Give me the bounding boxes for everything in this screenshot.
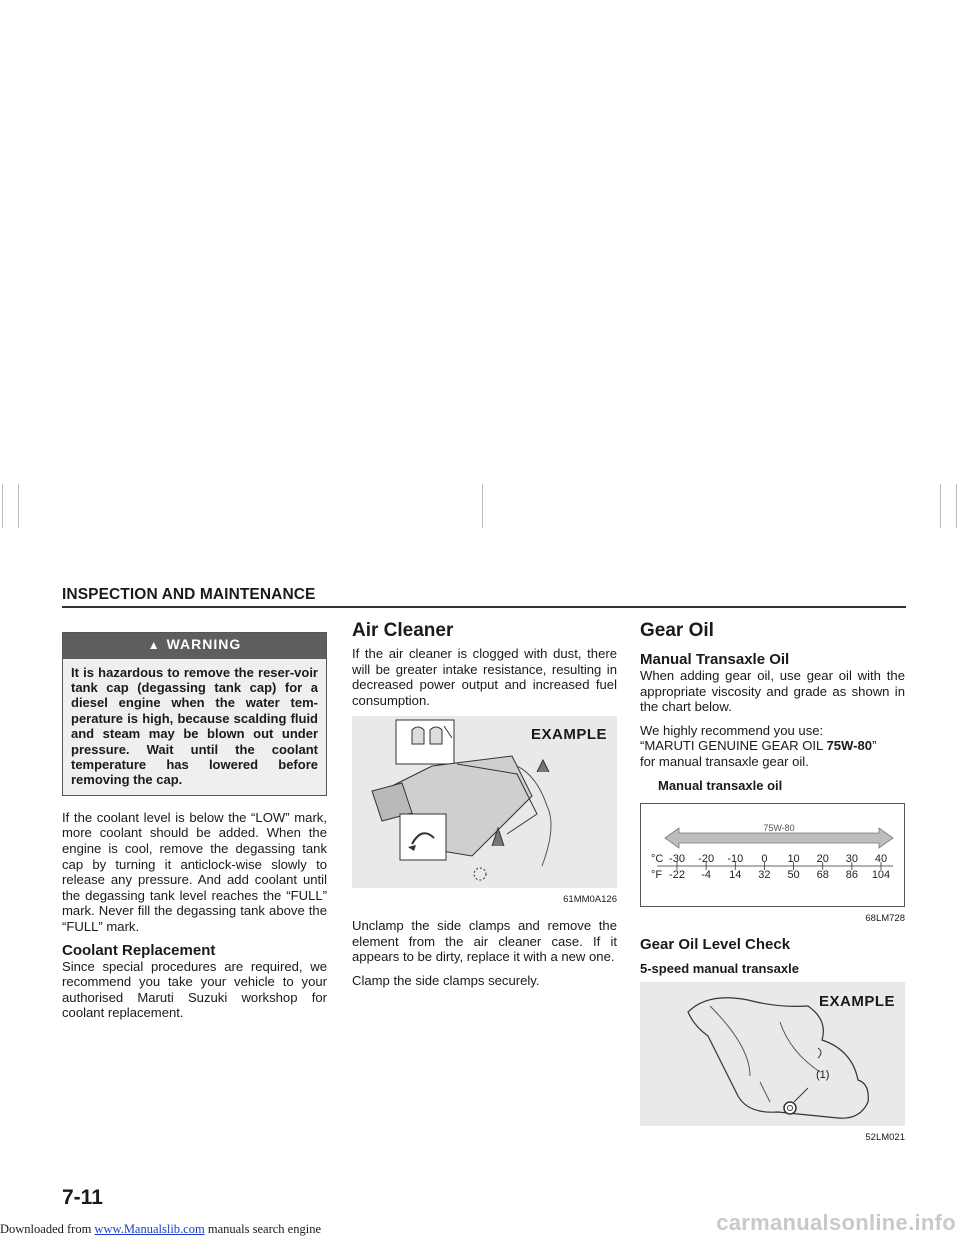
crop-mark bbox=[2, 484, 3, 528]
range-bar-label: 75W-80 bbox=[763, 823, 795, 834]
celsius-tick-label: 30 bbox=[845, 853, 858, 866]
header-rule bbox=[62, 606, 906, 608]
callout-1: (1) bbox=[816, 1069, 830, 1082]
warning-label: WARNING bbox=[166, 636, 242, 652]
celsius-tick-label: 10 bbox=[787, 853, 800, 866]
transaxle-figure-code: 52LM021 bbox=[865, 1132, 905, 1144]
air-cleaner-paragraph-3: Clamp the side clamps securely. bbox=[352, 972, 540, 988]
example-label-2: EXAMPLE bbox=[818, 993, 895, 1011]
celsius-tick-label: -10 bbox=[727, 853, 744, 866]
crop-mark bbox=[956, 484, 957, 528]
column-middle bbox=[352, 620, 617, 996]
five-speed-caption: 5-speed manual transaxle bbox=[640, 960, 799, 976]
celsius-tick-label: 40 bbox=[874, 853, 888, 866]
gear-oil-heading: Gear Oil bbox=[640, 620, 714, 641]
crop-mark bbox=[18, 484, 19, 528]
fahrenheit-tick-label: 14 bbox=[729, 869, 742, 882]
celsius-label: °C bbox=[651, 853, 664, 866]
recommend-paragraph bbox=[640, 723, 905, 770]
transaxle-figure bbox=[640, 982, 905, 1126]
example-label: EXAMPLE bbox=[530, 726, 607, 744]
warning-box bbox=[62, 632, 327, 796]
warning-header bbox=[63, 633, 326, 659]
manual-transaxle-text: When adding gear oil, use gear oil with the appropriate viscosity and grade as shown in the chart below. bbox=[640, 668, 905, 715]
manual-transaxle-oil-heading: Manual Transaxle Oil bbox=[640, 651, 790, 668]
celsius-tick-label: 20 bbox=[816, 853, 829, 866]
footer-prefix: Downloaded from bbox=[0, 1222, 95, 1236]
air-cleaner-illustration bbox=[352, 716, 617, 888]
gear-oil-level-heading: Gear Oil Level Check bbox=[640, 935, 791, 953]
coolant-replacement-heading: Coolant Replacement bbox=[62, 941, 216, 959]
recommend-line-3: for manual transaxle gear oil. bbox=[640, 753, 809, 769]
chart-caption: Manual transaxle oil bbox=[658, 777, 783, 793]
fahrenheit-tick-label: 50 bbox=[787, 869, 800, 882]
fahrenheit-tick-label: -4 bbox=[701, 869, 712, 882]
column-left bbox=[62, 620, 327, 1029]
chart-code: 68LM728 bbox=[865, 913, 905, 925]
fahrenheit-label: °F bbox=[651, 869, 663, 882]
celsius-tick-label: -30 bbox=[669, 853, 685, 866]
recommend-grade: 75W-80 bbox=[826, 738, 873, 754]
footer-download-note bbox=[0, 1222, 321, 1237]
viscosity-chart-svg bbox=[641, 804, 906, 906]
footer-link[interactable]: www.Manualslib.com bbox=[94, 1222, 205, 1236]
footer-watermark: carmanualsonline.info bbox=[716, 1210, 956, 1235]
crop-mark bbox=[940, 484, 941, 528]
recommend-line-1: We highly recommend you use: bbox=[640, 722, 824, 738]
air-cleaner-paragraph-2: Unclamp the side clamps and remove the element from the air cleaner case. If it appears to be dirty, replace it with a new one. bbox=[352, 917, 617, 965]
fahrenheit-tick-label: 68 bbox=[816, 869, 829, 882]
coolant-level-paragraph: If the coolant level is below the “LOW” mark, more coolant should be added. When the engine is cool, remove the degassing tank cap by turning it anticlock-wise slowly to release any pressure. And add coolant until the degassing tank level reaches the “FULL” mark. Never fill the degassing tank above the “FULL” mark. bbox=[62, 809, 327, 934]
fahrenheit-tick-label: 104 bbox=[871, 869, 891, 882]
fahrenheit-tick-label: 86 bbox=[845, 869, 858, 882]
page-number: 7-11 bbox=[62, 1186, 103, 1209]
air-cleaner-heading: Air Cleaner bbox=[352, 620, 454, 641]
page-header-title: INSPECTION AND MAINTENANCE bbox=[62, 586, 316, 603]
crop-mark bbox=[482, 484, 483, 528]
column-right bbox=[640, 620, 905, 1156]
fahrenheit-tick-label: -22 bbox=[669, 869, 685, 882]
coolant-replacement-text: Since special procedures are required, we recommend you take your vehicle to your authorised Maruti Suzuki workshop for coolant replacement. bbox=[62, 958, 327, 1021]
recommend-suffix: ” bbox=[872, 738, 877, 754]
fahrenheit-tick-label: 32 bbox=[758, 869, 771, 882]
air-cleaner-figure-code: 61MM0A126 bbox=[563, 894, 617, 906]
celsius-tick-label: 0 bbox=[761, 853, 768, 866]
air-cleaner-intro: If the air cleaner is clogged with dust, there will be greater intake resistance, resulting in decreased power output and increased fuel consumption. bbox=[352, 646, 617, 708]
viscosity-chart bbox=[640, 803, 905, 907]
transaxle-illustration bbox=[640, 982, 905, 1126]
footer-suffix: manuals search engine bbox=[204, 1222, 321, 1236]
warning-text: It is hazardous to remove the reser-voir tank cap (degassing tank cap) for a diesel engine when the water tem-perature is high, because scalding fluid and steam may be blown out under pressure. Wait until the coolant temperature has lowered before removing the cap. bbox=[71, 664, 318, 788]
warning-icon: ▲ bbox=[147, 638, 161, 652]
air-cleaner-figure bbox=[352, 716, 617, 888]
celsius-tick-label: -20 bbox=[698, 853, 715, 866]
recommend-prefix: “MARUTI GENUINE GEAR OIL bbox=[640, 738, 827, 754]
